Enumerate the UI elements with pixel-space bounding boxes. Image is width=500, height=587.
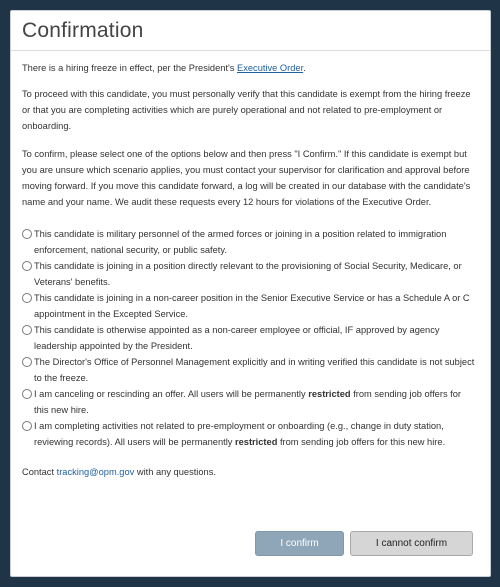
cannot-confirm-button[interactable]: I cannot confirm (350, 531, 473, 556)
contact-text: Contact (22, 467, 57, 477)
executive-order-link[interactable]: Executive Order (237, 63, 304, 73)
radio-icon[interactable] (22, 229, 32, 239)
radio-icon[interactable] (22, 325, 32, 335)
dialog-header (11, 11, 490, 51)
option-label-post: from sending job offers for this new hire. (34, 389, 462, 415)
restricted-emphasis: restricted (235, 437, 278, 447)
option-non-career-official[interactable] (22, 322, 478, 354)
radio-icon[interactable] (22, 293, 32, 303)
contact-line (22, 464, 478, 480)
instructions-paragraph: To confirm, please select one of the options below and then press "I Confirm." If this candidate is exempt but you are unsure which scenario applies, you must contact your supervisor for clarification and approval before moving forward. If you move this candidate forward, a log will be created in our database with the candidate's name and your name. We audit these requests every 12 hours for violations of the Executive Order. (22, 149, 471, 207)
hiring-freeze-notice (22, 60, 478, 76)
confirmation-dialog (10, 10, 491, 577)
option-senior-executive[interactable] (22, 290, 478, 322)
option-label: This candidate is military personnel of the armed forces or joining in a position related to immigration enforcement, national security, or public safety. (34, 229, 447, 255)
option-label-pre: I am canceling or rescinding an offer. All users will be permanently (34, 389, 309, 399)
dialog-body (11, 51, 490, 480)
radio-icon[interactable] (22, 261, 32, 271)
option-opm-verified[interactable] (22, 354, 478, 386)
option-label: This candidate is otherwise appointed as a non-career employee or official, IF approved by agency leadership appointed by the President. (34, 325, 440, 351)
radio-icon[interactable] (22, 389, 32, 399)
option-non-onboarding-activities[interactable] (22, 418, 478, 450)
contact-text-end: with any questions. (134, 467, 216, 477)
exemption-options (22, 226, 478, 450)
hiring-freeze-text: There is a hiring freeze in effect, per the President's (22, 63, 238, 73)
radio-icon[interactable] (22, 357, 32, 367)
option-cancel-offer[interactable] (22, 386, 478, 418)
dialog-footer (11, 514, 490, 576)
confirm-button[interactable]: I confirm (255, 531, 344, 556)
radio-icon[interactable] (22, 421, 32, 431)
option-military-security[interactable] (22, 226, 478, 258)
dialog-title: Confirmation (22, 19, 144, 42)
option-label-post: from sending job offers for this new hire. (277, 437, 446, 447)
option-label-pre: I am completing activities not related to pre-employment or onboarding (e.g., change in duty station, reviewing records). All users will be permanently (34, 421, 444, 447)
option-label: This candidate is joining in a position directly relevant to the provisioning of Social Security, Medicare, or Veterans' benefits. (34, 261, 462, 287)
option-label: This candidate is joining in a non-career position in the Senior Executive Service or has a Schedule A or C appointment in the Excepted Service. (34, 293, 470, 319)
verification-paragraph: To proceed with this candidate, you must personally verify that this candidate is exempt from the hiring freeze or that you are completing activities which are purely operational and not related to pre-employment or onboarding. (22, 89, 471, 131)
option-social-security[interactable] (22, 258, 478, 290)
hiring-freeze-period: . (303, 63, 306, 73)
tracking-email-link[interactable]: tracking@opm.gov (56, 467, 135, 477)
option-label: The Director's Office of Personnel Management explicitly and in writing verified this candidate is not subject to the freeze. (34, 357, 475, 383)
restricted-emphasis: restricted (308, 389, 351, 399)
